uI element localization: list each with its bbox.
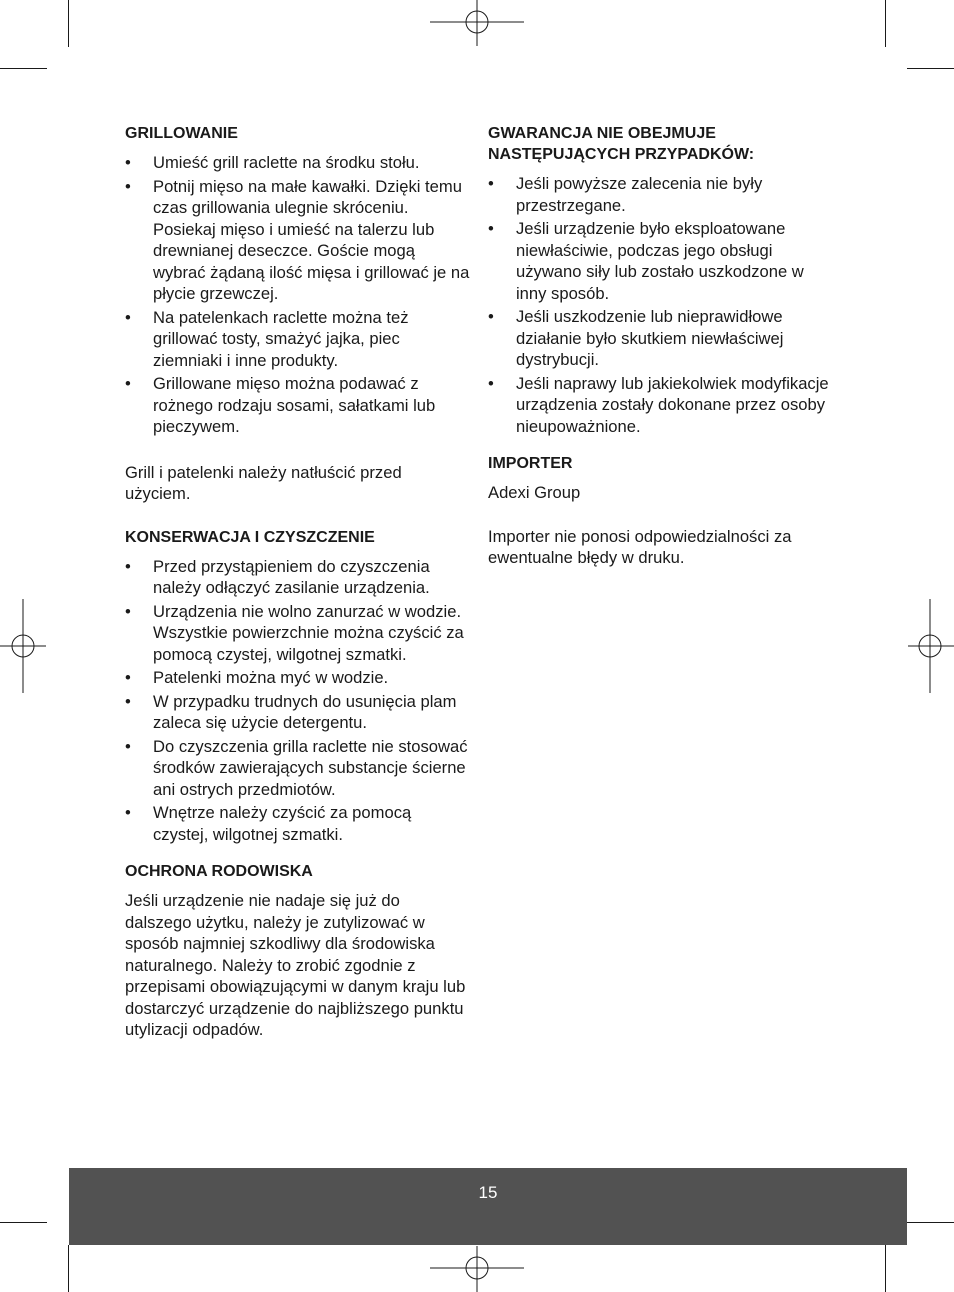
crop-mark: [0, 1222, 47, 1223]
list-item: • Patelenki można myć w wodzie.: [125, 668, 389, 687]
bullet-icon: •: [125, 556, 131, 576]
list-item: • Grillowane mięso można podawać z rożnego rodzaju sosami, sałatkami lub pieczywem.: [125, 374, 436, 436]
warranty-list: [488, 173, 838, 437]
environment-text: Jeśli urządzenie nie nadaje się już do dalszego użytku, należy je zutylizować w sposób najmniej szkodliwy dla środowiska naturalnego. Należy to zrobić zgodnie z przepisami obowiązującymi w danym kraju lub dostarczyć urządzenie do najbliższego punktu utylizacji odpadów.: [125, 891, 466, 1039]
footer-bar: [69, 1168, 907, 1245]
bullet-icon: •: [125, 668, 131, 687]
bullet-icon: •: [125, 736, 131, 756]
registration-mark-icon: [908, 599, 954, 693]
grilling-list: [125, 152, 470, 438]
list-item: • Jeśli naprawy lub jakiekolwiek modyfikacje urządzenia zostały dokonane przez osoby nieupoważnione.: [488, 373, 829, 436]
bullet-icon: •: [125, 176, 131, 196]
crop-mark: [885, 1245, 886, 1292]
page-number: 15: [478, 1183, 498, 1202]
section-heading-environment: OCHRONA RODOWISKA: [125, 863, 313, 880]
crop-mark: [885, 0, 886, 47]
importer-name: Adexi Group: [488, 483, 581, 502]
bullet-icon: •: [125, 691, 131, 711]
section-heading-importer: IMPORTER: [488, 455, 573, 472]
list-item: • Jeśli urządzenie było eksploatowane niewłaściwie, podczas jego obsługi używano siły lub zostało uszkodzone w inny sposób.: [488, 219, 804, 303]
registration-mark-icon: [0, 599, 46, 693]
list-item: • Do czyszczenia grilla raclette nie stosować środków zawierających substancje ścierne ani ostrych przedmiotów.: [125, 736, 468, 799]
importer-disclaimer: Importer nie ponosi odpowiedzialności za ewentualne błędy w druku.: [488, 526, 792, 567]
bullet-icon: •: [125, 803, 131, 822]
section-heading-warranty: GWARANCJA NIE OBEJMUJE NASTĘPUJĄCYCH PRZYPADKÓW:: [488, 125, 755, 163]
right-column: [488, 123, 838, 569]
crop-mark: [68, 1245, 69, 1292]
bullet-icon: •: [125, 307, 131, 327]
list-item: • Potnij mięso na małe kawałki. Dzięki temu czas grillowania ulegnie skróceniu. Posiekaj mięso i umieść na talerzu lub drewnianej deseczce. Goście mogą wybrać żądaną ilość mięsa i grillować je na płycie grzewczej.: [125, 176, 470, 303]
cleaning-list: [125, 556, 470, 846]
list-item: • Umieść grill raclette na środku stołu.: [125, 153, 420, 172]
list-item: • Urządzenia nie wolno zanurzać w wodzie. Wszystkie powierzchnie można czyścić za pomocą czystej, wilgotnej szmatki.: [125, 601, 464, 664]
bullet-icon: •: [125, 153, 131, 172]
bullet-icon: •: [488, 174, 494, 193]
list-item: • Na patelenkach raclette można też grillować tosty, smażyć jajka, piec ziemniaki i inne produkty.: [125, 307, 409, 370]
list-item: • Jeśli powyższe zalecenia nie były przestrzegane.: [488, 174, 763, 215]
crop-mark: [0, 68, 47, 69]
list-item: • W przypadku trudnych do usunięcia plam zaleca się użycie detergentu.: [125, 691, 457, 732]
bullet-icon: •: [488, 219, 494, 238]
crop-mark: [907, 68, 954, 69]
bullet-icon: •: [488, 373, 494, 393]
bullet-icon: •: [125, 374, 131, 393]
bullet-icon: •: [488, 307, 494, 326]
registration-mark-icon: [430, 0, 524, 46]
section-heading-cleaning: KONSERWACJA I CZYSZCZENIE: [125, 528, 375, 546]
list-item: • Wnętrze należy czyścić za pomocą czystej, wilgotnej szmatki.: [125, 803, 412, 844]
list-item: • Przed przystąpieniem do czyszczenia należy odłączyć zasilanie urządzenia.: [125, 556, 430, 597]
bullet-icon: •: [125, 601, 131, 621]
crop-mark: [907, 1222, 954, 1223]
registration-mark-icon: [430, 1246, 524, 1292]
list-item: • Jeśli uszkodzenie lub nieprawidłowe działanie było skutkiem niewłaściwej dystrybucji.: [488, 307, 784, 369]
grilling-note: Grill i patelenki należy natłuścić przed użyciem.: [125, 462, 402, 503]
left-column: [125, 123, 470, 1041]
crop-mark: [68, 0, 69, 47]
section-heading-grilling: GRILLOWANIE: [125, 125, 238, 142]
